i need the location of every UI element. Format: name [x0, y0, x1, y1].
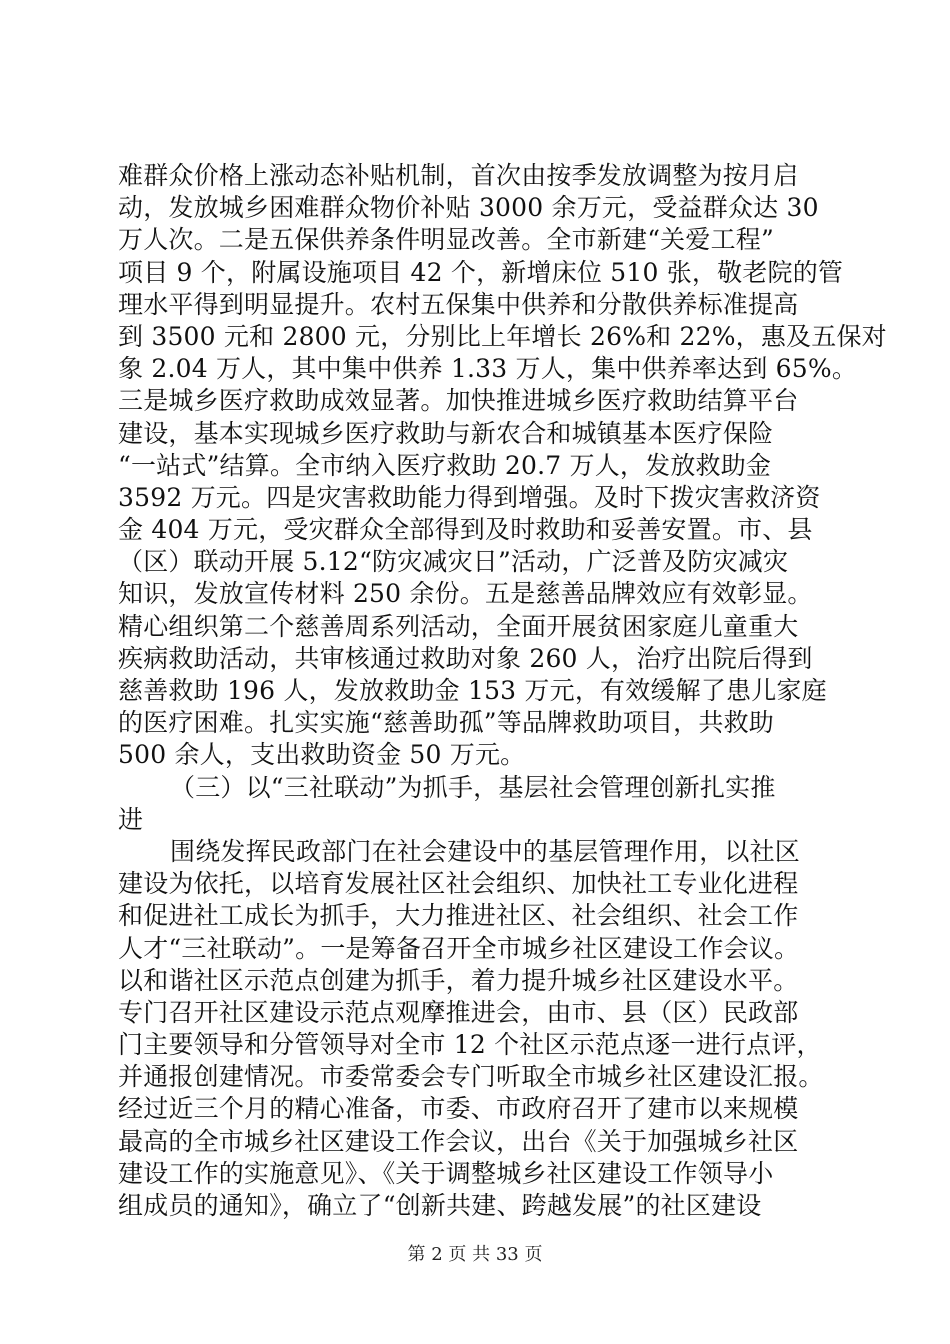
text-line: 慈善救助 196 人，发放救助金 153 万元，有效缓解了患儿家庭 [118, 676, 827, 705]
text-line: 理水平得到明显提升。农村五保集中供养和分散供养标准提高 [118, 289, 799, 319]
text-line: 万人次。二是五保供养条件明显改善。全市新建“关爱工程” [118, 225, 774, 255]
text-line: 建设为依托，以培育发展社区社会组织、加快社工专业化进程 [118, 869, 799, 899]
text-line: 围绕发挥民政部门在社会建设中的基层管理作用，以社区 [170, 836, 801, 866]
text-line: 3592 万元。四是灾害救助能力得到增强。及时下拨灾害救济资 [118, 482, 821, 512]
text-line: 经过近三个月的精心准备，市委、市政府召开了建市以来规模 [118, 1094, 799, 1124]
text-line: 精心组织第二个慈善周系列活动，全面开展贫困家庭儿童重大 [118, 611, 799, 641]
text-line: 动，发放城乡困难群众物价补贴 3000 余万元，受益群众达 30 [118, 193, 819, 223]
text-line: 和促进社工成长为抓手，大力推进社区、社会组织、社会工作 [118, 901, 799, 931]
text-line: 以和谐社区示范点创建为抓手，着力提升城乡社区建设水平。 [118, 965, 799, 995]
page-number-footer: 第 2 页 共 33 页 [407, 1244, 543, 1265]
body-text [118, 160, 887, 1222]
text-line: 知识，发放宣传材料 250 余份。五是慈善品牌效应有效彰显。 [118, 579, 813, 609]
text-line: 的医疗困难。扎实实施“慈善助孤”等品牌救助项目，共救助 [118, 708, 774, 738]
text-line: 人才“三社联动”。一是筹备召开全市城乡社区建设工作会议。 [118, 933, 800, 963]
text-line: 象 2.04 万人，其中集中供养 1.33 万人，集中供养率达到 65%。 [118, 354, 858, 384]
section-heading: （三）以“三社联动”为抓手，基层社会管理创新扎实推 [170, 772, 776, 802]
text-line: “一站式”结算。全市纳入医疗救助 20.7 万人，发放救助金 [118, 450, 772, 480]
text-line: 建设工作的实施意见》、《关于调整城乡社区建设工作领导小 [118, 1158, 774, 1188]
text-line: 项目 9 个，附属设施项目 42 个，新增床位 510 张，敬老院的管 [118, 257, 844, 287]
text-line: 疾病救助活动，共审核通过救助对象 260 人，治疗出院后得到 [118, 643, 813, 673]
text-line: 组成员的通知》，确立了“创新共建、跨越发展”的社区建设 [118, 1191, 762, 1220]
text-line: 最高的全市城乡社区建设工作会议，出台《关于加强城乡社区 [118, 1126, 799, 1156]
text-line: 门主要领导和分管领导对全市 12 个社区示范点逐一进行点评， [118, 1030, 822, 1060]
text-line: 500 余人，支出救助资金 50 万元。 [118, 740, 526, 770]
text-line: 金 404 万元，受灾群众全部得到及时救助和妥善安置。市、县 [118, 515, 813, 545]
text-line: 专门召开社区建设示范点观摩推进会，由市、县（区）民政部 [118, 997, 799, 1027]
text-line: 并通报创建情况。市委常委会专门听取全市城乡社区建设汇报。 [118, 1062, 824, 1092]
section-heading-continued: 进 [118, 804, 144, 834]
text-line: 难群众价格上涨动态补贴机制，首次由按季发放调整为按月启 [118, 161, 799, 190]
text-line: 建设，基本实现城乡医疗救助与新农合和城镇基本医疗保险 [118, 418, 774, 448]
text-line: 到 3500 元和 2800 元，分别比上年增长 26%和 22%，惠及五保对 [118, 321, 887, 351]
text-line: 三是城乡医疗救助成效显著。加快推进城乡医疗救助结算平台 [118, 386, 799, 416]
text-line: （区）联动开展 5.12“防灾减灾日”活动，广泛普及防灾减灾 [118, 547, 789, 577]
